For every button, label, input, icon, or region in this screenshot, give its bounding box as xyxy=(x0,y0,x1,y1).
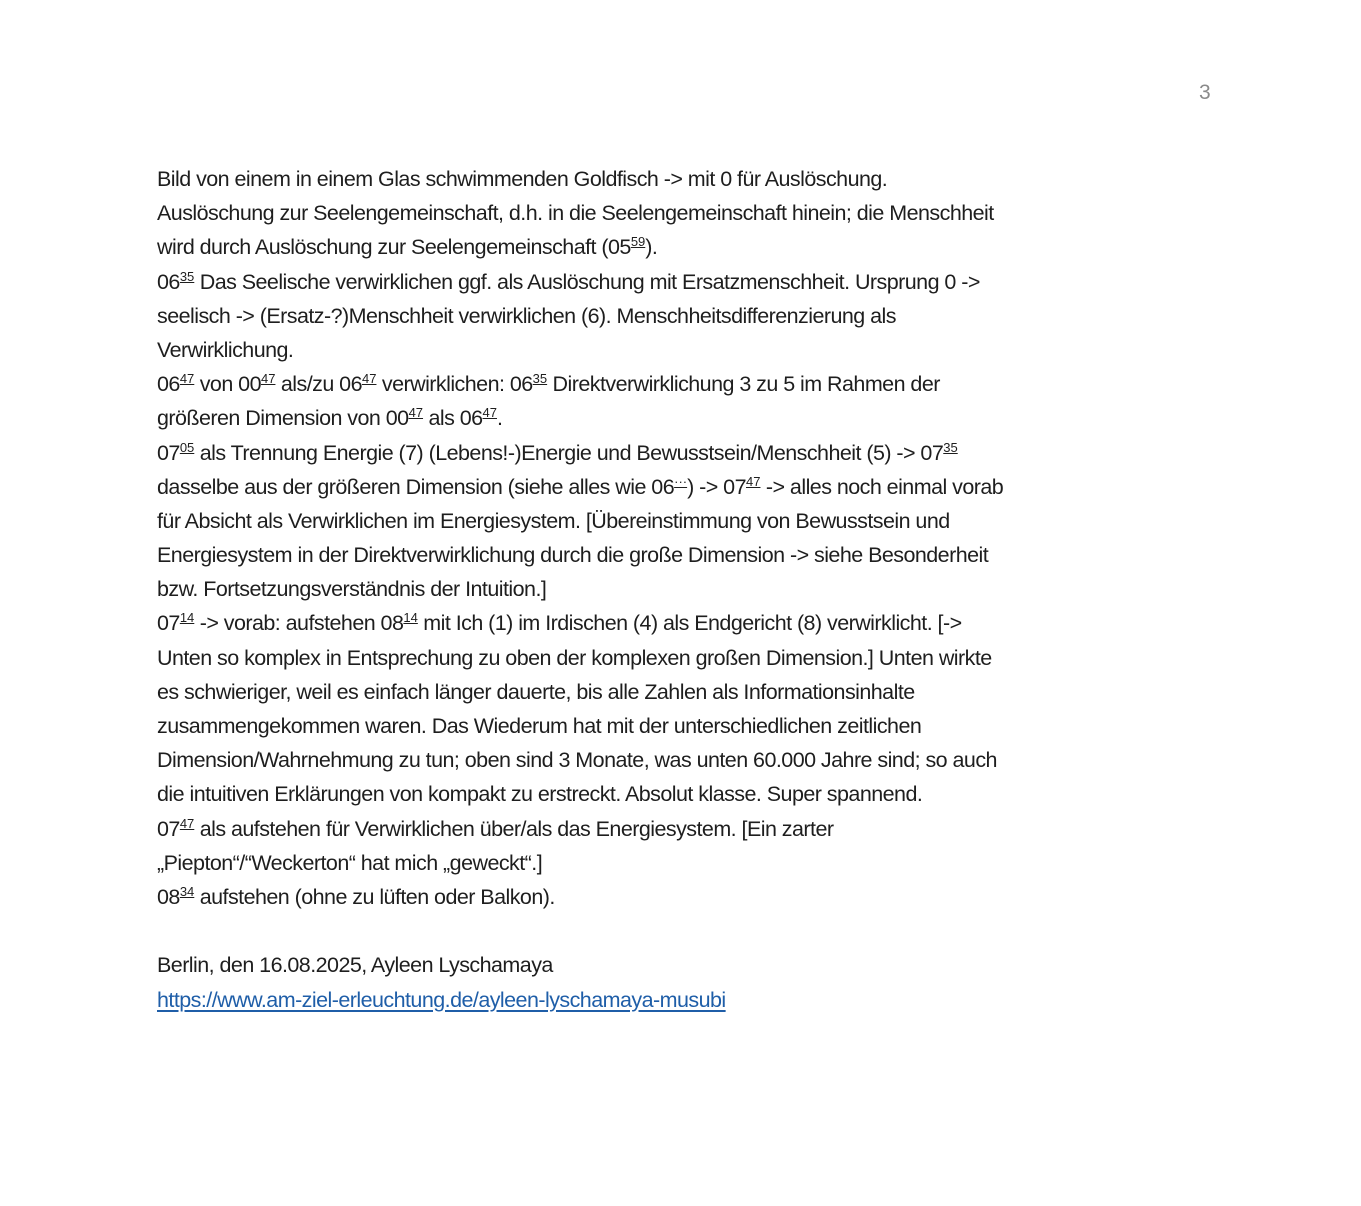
paragraph xyxy=(157,880,1237,914)
text-run: Bild von einem in einem Glas schwimmenden Goldfisch -> mit 0 für Auslöschung. xyxy=(157,167,888,191)
time-minutes-superscript: 35 xyxy=(532,371,548,387)
page-number: 3 xyxy=(1199,81,1211,104)
text-run: Energiesystem in der Direktverwirklichung durch die große Dimension -> siehe Besonderheit xyxy=(157,543,989,568)
text-run: -> alles noch einmal vorab xyxy=(760,474,1004,499)
time-minutes-superscript: 14 xyxy=(403,610,418,626)
text-line xyxy=(157,333,1237,367)
text-run: Dimension/Wahrnehmung zu tun; oben sind 3 Monate, was unten 60.000 Jahre sind; so auch xyxy=(157,748,997,773)
time-minutes-superscript: 35 xyxy=(943,439,958,455)
paragraph xyxy=(157,812,1237,880)
text-line xyxy=(157,880,1237,914)
text-run: Das Seelische verwirklichen ggf. als Auslöschung mit Ersatzmenschheit. Ursprung 0 -> xyxy=(194,269,980,294)
text-run: 08 xyxy=(157,884,180,909)
text-line xyxy=(157,812,1237,846)
time-minutes-superscript: 34 xyxy=(179,883,195,899)
text-line xyxy=(157,606,1237,640)
text-run: -> vorab: aufstehen 08 xyxy=(194,611,404,636)
text-run: Unten so komplex in Entsprechung zu oben der komplexen großen Dimension.] Unten wirkte xyxy=(157,645,992,670)
text-line xyxy=(157,265,1237,299)
text-line xyxy=(157,196,1237,230)
text-line xyxy=(157,846,1237,880)
text-run: ) -> 07 xyxy=(687,474,746,499)
text-run: als Trennung Energie (7) (Lebens!-)Energie und Bewusstsein/Menschheit (5) -> 07 xyxy=(194,440,944,465)
author-link[interactable]: https://www.am-ziel-erleuchtung.de/ayleen-lyschamaya-musubi xyxy=(157,987,726,1012)
text-line xyxy=(157,504,1237,538)
paragraph xyxy=(157,162,1237,265)
text-line xyxy=(157,367,1237,401)
paragraph xyxy=(157,436,1237,607)
link-line xyxy=(157,983,1237,1017)
time-minutes-superscript: 47 xyxy=(260,371,276,387)
text-run: Verwirklichung. xyxy=(157,337,294,362)
text-run: aufstehen (ohne zu lüften oder Balkon). xyxy=(194,884,555,909)
text-run: verwirklichen: 06 xyxy=(376,372,533,397)
text-run: „Piepton“/“Weckerton“ hat mich „geweckt“.] xyxy=(157,850,543,875)
paragraph-list xyxy=(157,162,1237,914)
text-run: es schwieriger, weil es einfach länger dauerte, bis alle Zahlen als Informationsinhalte xyxy=(157,679,915,704)
text-line xyxy=(157,162,1237,196)
text-run: . xyxy=(497,406,503,431)
text-line xyxy=(157,777,1237,811)
text-run: größeren Dimension von 00 xyxy=(157,406,409,431)
signature-line: Berlin, den 16.08.2025, Ayleen Lyschamaya xyxy=(157,953,553,978)
text-line xyxy=(157,675,1237,709)
time-minutes-superscript: ··· xyxy=(674,473,688,489)
text-run: 06 xyxy=(157,372,180,397)
text-run: für Absicht als Verwirklichen im Energiesystem. [Übereinstimmung von Bewusstsein und xyxy=(157,508,950,533)
text-run: dasselbe aus der größeren Dimension (siehe alles wie 06 xyxy=(157,474,675,499)
time-minutes-superscript: 35 xyxy=(179,268,195,284)
text-run: als/zu 06 xyxy=(275,372,362,397)
text-run: 07 xyxy=(157,440,180,465)
time-minutes-superscript: 47 xyxy=(179,371,195,387)
text-run: als aufstehen für Verwirklichen über/als das Energiesystem. [Ein zarter xyxy=(194,816,834,841)
text-run: bzw. Fortsetzungsverständnis der Intuition.] xyxy=(157,577,547,602)
text-run: 07 xyxy=(157,611,180,636)
time-minutes-superscript: 59 xyxy=(630,234,646,250)
time-minutes-superscript: 47 xyxy=(746,473,761,489)
text-line xyxy=(157,538,1237,572)
text-line xyxy=(157,299,1237,333)
time-minutes-superscript: 05 xyxy=(179,439,195,455)
time-minutes-superscript: 47 xyxy=(408,405,424,421)
time-minutes-superscript: 14 xyxy=(179,610,195,626)
paragraph xyxy=(157,265,1237,368)
text-line xyxy=(157,641,1237,675)
text-line xyxy=(157,436,1237,470)
text-line xyxy=(157,709,1237,743)
text-line xyxy=(157,572,1237,606)
time-minutes-superscript: 47 xyxy=(361,371,377,387)
text-run: Direktverwirklichung 3 zu 5 im Rahmen der xyxy=(547,372,940,397)
text-run: Auslöschung zur Seelengemeinschaft, d.h. in die Seelengemeinschaft hinein; die Menschheit xyxy=(157,201,994,226)
text-run: 06 xyxy=(157,269,180,294)
text-line xyxy=(157,401,1237,435)
text-run: ). xyxy=(645,235,658,260)
text-run: mit Ich (1) im Irdischen (4) als Endgericht (8) verwirklicht. [-> xyxy=(417,611,962,636)
paragraph xyxy=(157,606,1237,811)
text-run: wird durch Auslöschung zur Seelengemeinschaft (05 xyxy=(157,235,631,260)
paragraph xyxy=(157,367,1237,435)
time-minutes-superscript: 47 xyxy=(179,815,195,831)
text-run: als 06 xyxy=(423,406,483,431)
text-run: von 00 xyxy=(194,372,261,397)
document-body xyxy=(157,162,1237,1017)
text-run: seelisch -> (Ersatz-?)Menschheit verwirklichen (6). Menschheitsdifferenzierung als xyxy=(157,303,896,328)
text-line xyxy=(157,470,1237,504)
text-run: die intuitiven Erklärungen von kompakt zu erstreckt. Absolut klasse. Super spannend. xyxy=(157,782,923,807)
blank-line xyxy=(157,914,1237,948)
time-minutes-superscript: 47 xyxy=(482,405,497,421)
text-run: 07 xyxy=(157,816,180,841)
text-line xyxy=(157,743,1237,777)
text-run: zusammengekommen waren. Das Wiederum hat mit der unterschiedlichen zeitlichen xyxy=(157,714,922,738)
text-line xyxy=(157,230,1237,264)
